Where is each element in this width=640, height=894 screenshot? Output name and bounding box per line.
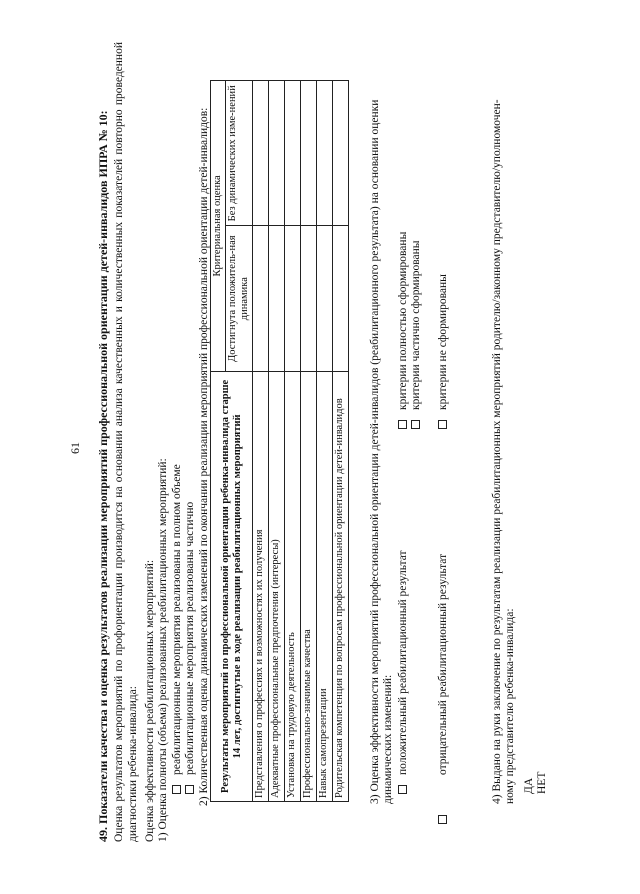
checkbox-icon[interactable] xyxy=(438,815,447,824)
table-row xyxy=(301,81,317,802)
row-label: Адекватные профессиональные предпочтения (интересы) xyxy=(269,371,285,801)
table-row xyxy=(333,81,349,802)
row-label: Родительская компетенция по вопросам профессиональной ориентации детей-инвалидов xyxy=(333,371,349,801)
row-label: Представления о профессиях и возможностях их получения xyxy=(253,371,269,801)
checkbox-icon[interactable] xyxy=(172,785,181,794)
checkbox-icon[interactable] xyxy=(438,420,447,429)
table-row xyxy=(269,81,285,802)
quantitative-item: 2) Количественная оценка динамических изменений по окончании реализации мероприятий профессиональной ориентации детей-инвалидов: xyxy=(198,107,210,806)
cell-positive[interactable] xyxy=(285,226,301,371)
cell-nochange[interactable] xyxy=(269,81,285,227)
table-head-positive: Достигнута положитель-ная динамика xyxy=(226,226,253,371)
option-full[interactable] xyxy=(170,464,184,794)
row-label: Навык самопрезентации xyxy=(317,371,333,801)
table-row xyxy=(317,81,333,802)
conclusion-item-line1: 4) Выдано на руки заключение по результатам реализации реабилитационных мероприятий родителю/законному представителю/уполномочен- xyxy=(491,99,503,804)
table-head-nochange: Без динамических изме-нений xyxy=(226,81,253,227)
negative-result-label: отрицательный реабилитационный результат xyxy=(437,553,449,775)
table-row xyxy=(285,81,301,802)
results-table xyxy=(210,80,349,802)
option-partial-label: реабилитационные мероприятия реализованы частично xyxy=(184,501,196,775)
criteria-partial-option[interactable] xyxy=(409,240,423,429)
cell-positive[interactable] xyxy=(253,226,269,371)
cell-positive[interactable] xyxy=(317,226,333,371)
page-number: 61 xyxy=(68,442,82,454)
criteria-partial-label: критерии частично сформированы xyxy=(410,240,422,410)
intro-paragraph: Оценка результатов мероприятий по профориентации производится на основании анализа качественных и количественных показателей повторно проведенной диагностики ребенка-инвалида: xyxy=(113,42,140,842)
answer-yes[interactable]: ДА xyxy=(523,777,535,794)
table-head-group: Критериальная оценка xyxy=(211,81,226,372)
checkbox-icon[interactable] xyxy=(411,420,420,429)
checkbox-icon[interactable] xyxy=(185,785,194,794)
positive-result-option[interactable] xyxy=(396,550,410,794)
cell-nochange[interactable] xyxy=(317,81,333,227)
cell-positive[interactable] xyxy=(269,226,285,371)
option-full-label: реабилитационные мероприятия реализованы в полном объеме xyxy=(171,464,183,775)
table-head-main: Результаты мероприятий по профессиональной ориентации ребенка-инвалида старше 14 лет, достигнутые в ходе реализации реабилитационных мероприятий xyxy=(211,371,253,801)
negative-result-option[interactable] xyxy=(436,554,450,824)
criteria-none-label: критерии не сформированы xyxy=(437,274,449,410)
positive-result-label: положительный реабилитационный результат xyxy=(397,550,409,775)
cell-nochange[interactable] xyxy=(253,81,269,227)
criteria-full-label: критерии полностью сформированы xyxy=(397,231,409,410)
completeness-item: 1) Оценка полноты (объема) реализованных реабилитационных мероприятий: xyxy=(157,458,169,842)
cell-nochange[interactable] xyxy=(333,81,349,227)
row-label: Профессионально-значимые качества xyxy=(301,371,317,801)
section-title: 49. Показатели качества и оценка результатов реализации мероприятий профессиональной ориентации детей-инвалидов ИПРА № 10: xyxy=(96,110,110,842)
checkbox-icon[interactable] xyxy=(398,785,407,794)
cell-positive[interactable] xyxy=(333,226,349,371)
cell-nochange[interactable] xyxy=(285,81,301,227)
cell-positive[interactable] xyxy=(301,226,317,371)
effectiveness-heading: Оценка эффективности реабилитационных мероприятий: xyxy=(144,559,156,842)
answer-no[interactable]: НЕТ xyxy=(536,771,548,794)
criteria-full-option[interactable] xyxy=(396,232,410,429)
criteria-none-option[interactable] xyxy=(436,274,450,429)
checkbox-icon[interactable] xyxy=(398,420,407,429)
row-label: Установка на трудовую деятельность xyxy=(285,371,301,801)
option-partial[interactable] xyxy=(183,502,197,794)
evaluation-item-line2: динамических изменений: xyxy=(382,674,394,804)
cell-nochange[interactable] xyxy=(301,81,317,227)
table-row xyxy=(253,81,269,802)
conclusion-item-line2: ному представителю ребенка-инвалида: xyxy=(504,608,516,804)
evaluation-item-line1: 3) Оценка эффективности мероприятий профессиональной ориентации детей-инвалидов (реабилитационного результата) на основании оценки xyxy=(369,99,381,804)
